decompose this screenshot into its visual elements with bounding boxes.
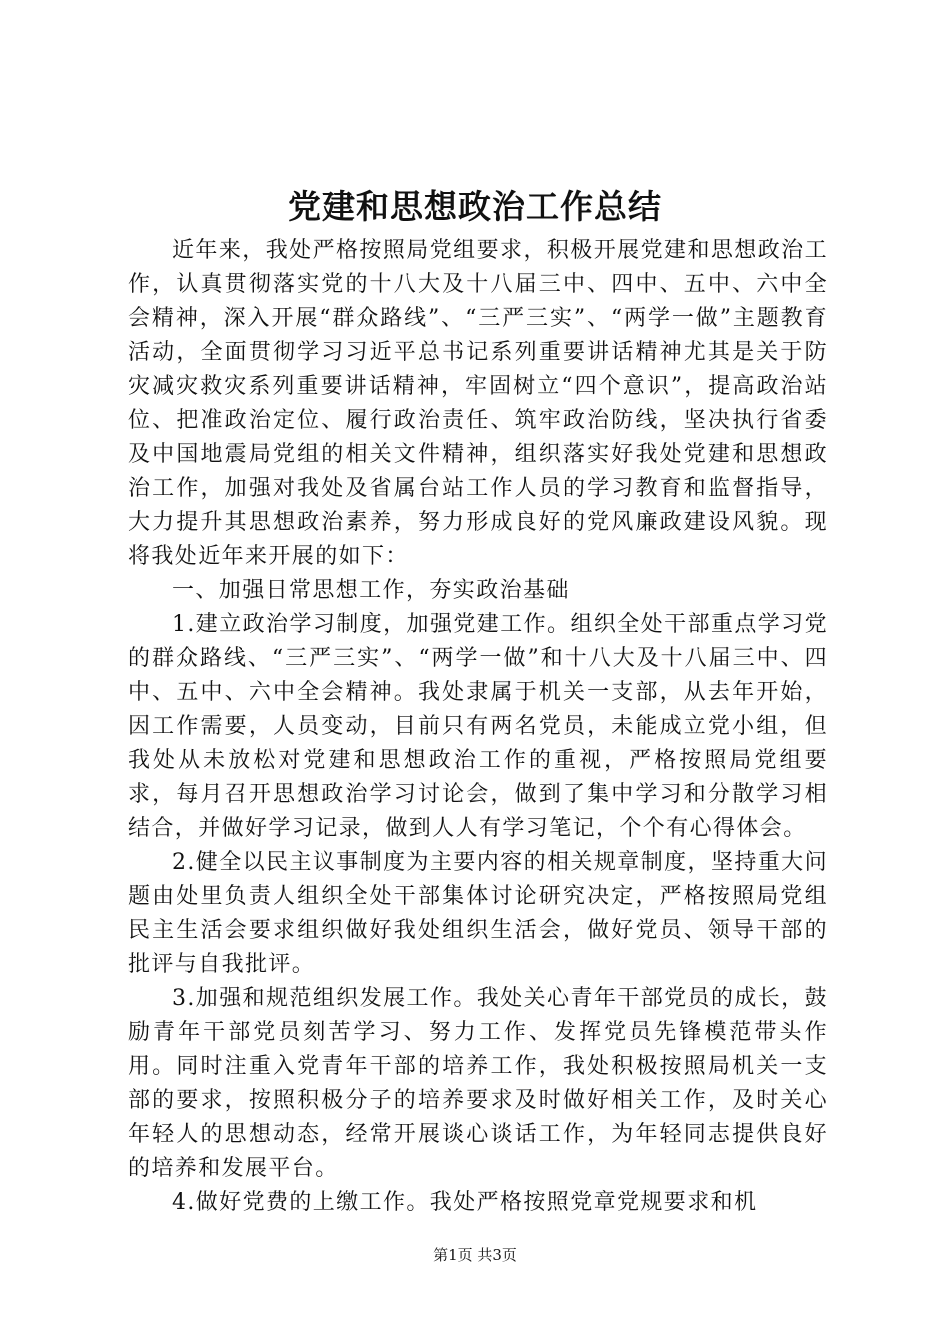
document-body [128,234,828,1220]
paragraph-item-4: 4.做好党费的上缴工作。我处严格按照党章党规要求和机 [172,1190,758,1215]
page-number-footer: 第1页 共3页 [433,1246,517,1264]
paragraph-item-1: 1.建立政治学习制度，加强党建工作。组织全处干部重点学习党的群众路线、“三严三实”、“两学一做”和十八大及十八届三中、四中、五中、六中全会精神。我处隶属于机关一支部，从去年开始，因工作需要，人员变动，目前只有两名党员，未能成立党小组，但我处从未放松对党建和思想政治工作的重视，严格按照局党组要求，每月召开思想政治学习讨论会，做到了集中学习和分散学习相结合，并做好学习记录，做到人人有学习笔记，个个有心得体会。 [128,612,828,841]
section-heading-1: 一、加强日常思想工作，夯实政治基础 [172,578,570,603]
paragraph-item-3: 3.加强和规范组织发展工作。我处关心青年干部党员的成长，鼓励青年干部党员刻苦学习、努力工作、发挥党员先锋模范带头作用。同时注重入党青年干部的培养工作，我处积极按照局机关一支部的要求，按照积极分子的培养要求及时做好相关工作，及时关心年轻人的思想动态，经常开展谈心谈话工作，为年轻同志提供良好的培养和发展平台。 [128,986,828,1181]
paragraph-item-2: 2.健全以民主议事制度为主要内容的相关规章制度，坚持重大问题由处里负责人组织全处干部集体讨论研究决定，严格按照局党组民主生活会要求组织做好我处组织生活会，做好党员、领导干部的批评与自我批评。 [128,850,828,977]
document-title: 党建和思想政治工作总结 [288,187,662,226]
paragraph-intro: 近年来，我处严格按照局党组要求，积极开展党建和思想政治工作，认真贯彻落实党的十八大及十八届三中、四中、五中、六中全会精神，深入开展“群众路线”、“三严三实”、“两学一做”主题教育活动，全面贯彻学习习近平总书记系列重要讲话精神尤其是关于防灾减灾救灾系列重要讲话精神，牢固树立“四个意识”，提高政治站位、把准政治定位、履行政治责任、筑牢政治防线，坚决执行省委及中国地震局党组的相关文件精神，组织落实好我处党建和思想政治工作，加强对我处及省属台站工作人员的学习教育和监督指导，大力提升其思想政治素养，努力形成良好的党风廉政建设风貌。现将我处近年来开展的如下： [128,238,828,569]
